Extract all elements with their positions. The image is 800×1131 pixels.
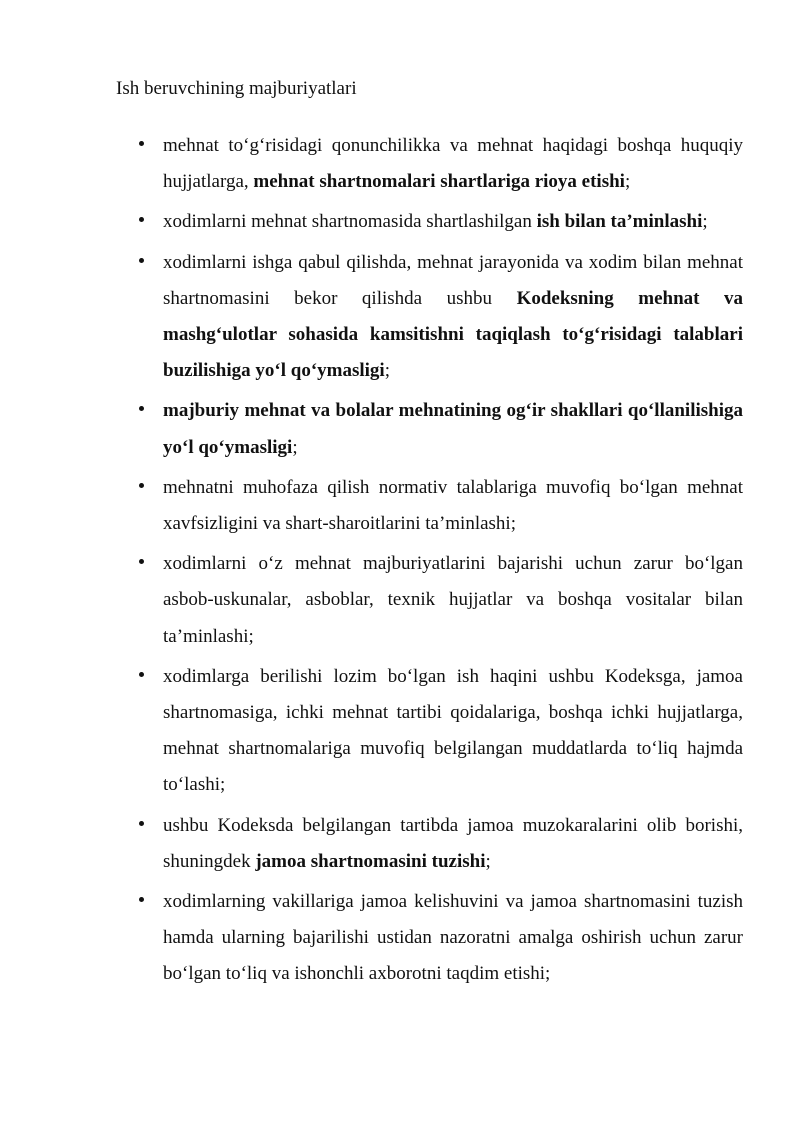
bullet-icon	[139, 559, 144, 564]
list-item	[0, 128, 800, 200]
list-item	[0, 808, 800, 880]
plain-text: mehnat to‘g‘risidagi qonunchilikka va mehnat haqidagi boshqa huquqiy hujjatlarga,	[163, 135, 743, 193]
section-heading: Ish beruvchining majburiyatlari	[116, 78, 357, 99]
list-item-text	[163, 808, 743, 880]
plain-text: ;	[292, 436, 298, 458]
plain-text: ;	[485, 850, 491, 872]
bold-text: mehnat shartnomalari shartlariga rioya etishi	[253, 171, 625, 193]
list-item-text	[163, 884, 743, 993]
bullet-icon	[139, 258, 144, 263]
bullet-icon	[139, 141, 144, 146]
plain-text: xodimlarga berilishi lozim bo‘lgan ish haqini ushbu Kodeksga, jamoa shartnomasiga, ichki mehnat tartibi qoidalariga, boshqa ichki hujjatlarga, mehnat shartnomalariga muvofiq belgilangan muddatlarda to‘liq hajmda to‘lashi;	[163, 665, 743, 796]
bold-text: ish bilan ta’minlashi	[536, 211, 703, 233]
list-item	[0, 245, 800, 390]
plain-text: xodimlarni ishga qabul qilishda, mehnat jarayonida va xodim bilan mehnat shartnomasini bekor qilishda ushbu	[163, 251, 743, 309]
plain-text: ;	[702, 211, 708, 233]
bullet-icon	[139, 406, 144, 411]
list-item-text	[163, 204, 743, 240]
list-item-text	[163, 546, 743, 655]
list-item-text	[163, 393, 743, 465]
plain-text: xodimlarni o‘z mehnat majburiyatlarini bajarishi uchun zarur bo‘lgan asbob-uskunalar, asboblar, texnik hujjatlar va boshqa vositalar bilan ta’minlashi;	[163, 553, 743, 647]
bullet-icon	[139, 483, 144, 488]
bullet-icon	[139, 672, 144, 677]
list-item	[0, 470, 800, 542]
list-item-text	[163, 659, 743, 804]
plain-text: ;	[384, 360, 390, 382]
list-item	[0, 884, 800, 993]
bold-text: majburiy mehnat va bolalar mehnatining og‘ir shakllari qo‘llanilishiga yo‘l qo‘ymasligi	[163, 400, 743, 458]
plain-text: ushbu Kodeksda belgilangan tartibda jamoa muzokaralarini olib borishi, shuningdek	[163, 814, 743, 872]
list-item-text	[163, 128, 743, 200]
bullet-icon	[139, 217, 144, 222]
bold-text: Kodeksning mehnat va mashg‘ulotlar sohasida kamsitishni taqiqlash to‘g‘risidagi talablari buzilishiga yo‘l qo‘ymasligi	[163, 287, 744, 382]
bullet-icon	[139, 897, 144, 902]
list-item	[0, 393, 800, 465]
plain-text: mehnatni muhofaza qilish normativ talablariga muvofiq bo‘lgan mehnat xavfsizligini va shart-sharoitlarini ta’minlashi;	[163, 476, 743, 535]
plain-text: ;	[624, 171, 631, 193]
list-item	[0, 546, 800, 655]
bold-text: jamoa shartnomasini tuzishi	[255, 850, 486, 872]
list-item	[0, 204, 800, 240]
plain-text: xodimlarning vakillariga jamoa kelishuvini va jamoa shartnomasini tuzish hamda ularning bajarilishi ustidan nazoratni amalga oshirish uchun zarur bo‘lgan to‘liq va ishonchli axborotni taqdim etishi;	[163, 891, 743, 985]
obligations-list	[0, 128, 800, 997]
list-item-text	[163, 245, 743, 390]
list-item-text	[163, 470, 743, 542]
plain-text: xodimlarni mehnat shartnomasida shartlashilgan	[163, 211, 537, 233]
bullet-icon	[139, 821, 144, 826]
list-item	[0, 659, 800, 804]
